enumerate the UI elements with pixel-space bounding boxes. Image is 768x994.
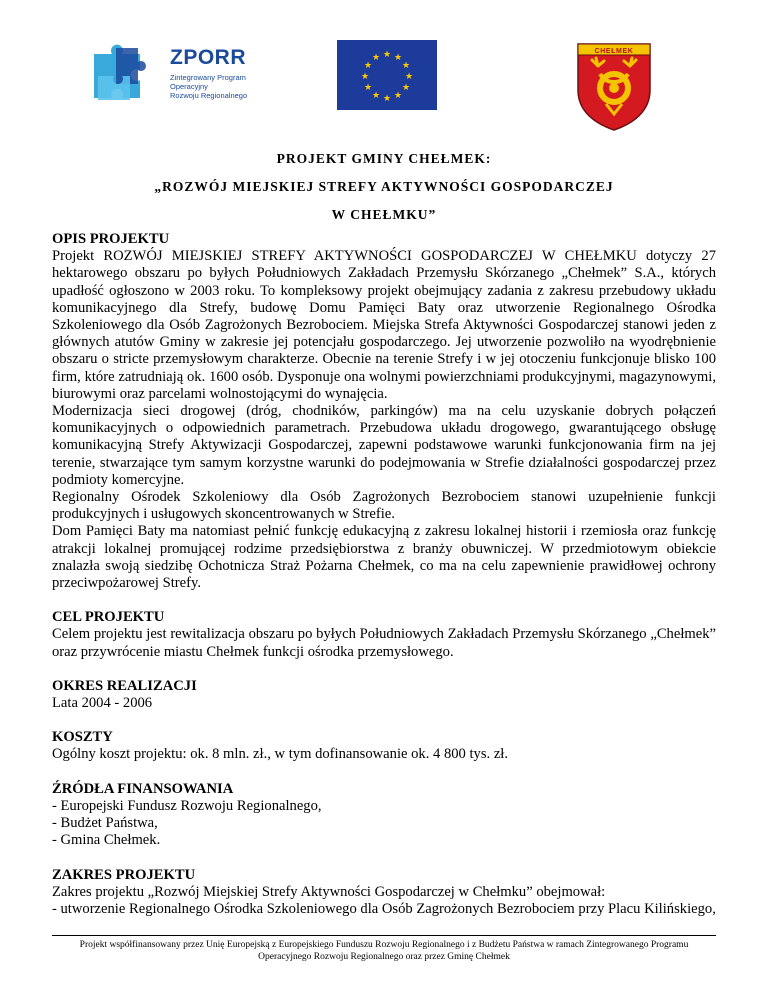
opis-paragraph-3: Regionalny Ośrodek Szkoleniowy dla Osób Zagrożonych Bezrobociem stanowi uzupełnienie funkcji produkcyjnych i usługowych skoncentrowanych w Strefie. — [52, 489, 716, 523]
page-footer — [52, 935, 716, 963]
document-body — [52, 231, 716, 935]
zporr-subtitle — [170, 73, 280, 100]
list-item: - utworzenie Regionalnego Ośrodka Szkoleniowego dla Osób Zagrożonych Bezrobociem przy Placu Kilińskiego, — [52, 900, 716, 917]
svg-text:★: ★ — [371, 91, 381, 101]
zporr-logo — [88, 44, 278, 108]
heading-koszty: KOSZTY — [52, 729, 113, 746]
zporr-title: ZPORR — [170, 46, 246, 69]
opis-paragraph-2: Modernizacja sieci drogowej (dróg, chodników, parkingów) ma na celu uzyskanie dobrych połączeń komunikacyjnych o odpowiednich parametrach. Przebudowa układu drogowego, gwarantującego obsługę komunikacyjną Strefy Aktywizacji Gospodarczej, zapewni podstawowe warunki funkcjonowania firm na jej terenie, stwarzające tym samym korzystne warunki do podejmowania w Strefie działalności gospodarczej przez podmioty komercyjne. — [52, 403, 716, 488]
crest-label: CHEŁMEK — [594, 48, 634, 55]
puzzle-icon — [88, 44, 166, 108]
list-item: - Budżet Państwa, — [52, 815, 158, 832]
list-item: - Gmina Chełmek. — [52, 832, 161, 849]
koszty-text: Ogólny koszt projektu: ok. 8 mln. zł., w tym dofinansowanie ok. 4 800 tys. zł. — [52, 746, 509, 763]
svg-text:★: ★ — [382, 94, 392, 104]
heading-cel: CEL PROJEKTU — [52, 609, 165, 626]
list-item: - Europejski Fundusz Rozwoju Regionalnego, — [52, 797, 322, 814]
svg-text:★: ★ — [401, 83, 411, 93]
svg-text:★: ★ — [404, 72, 414, 82]
footer-line-1: Projekt współfinansowany przez Unię Europejską z Europejskiego Funduszu Rozwoju Regionalnego i z Budżetu Państwa w ramach Zintegrowanego Programu — [79, 940, 689, 950]
svg-text:★: ★ — [363, 83, 373, 93]
svg-text:★: ★ — [363, 61, 373, 71]
svg-text:★: ★ — [382, 50, 392, 60]
svg-text:★: ★ — [401, 61, 411, 71]
zakres-text: Zakres projektu „Rozwój Miejskiej Strefy Aktywności Gospodarczej w Chełmku” obejmował: — [52, 883, 606, 900]
coat-of-arms-icon — [572, 40, 656, 132]
logo-bar — [0, 40, 768, 130]
svg-text:★: ★ — [393, 91, 403, 101]
section-zrodla — [52, 781, 716, 850]
title-line-2: „ROZWÓJ MIEJSKIEJ STREFY AKTYWNOŚCI GOSPODARCZEJ — [154, 179, 614, 194]
heading-okres: OKRES REALIZACJI — [52, 677, 197, 694]
section-cel — [52, 609, 716, 661]
section-okres — [52, 678, 716, 712]
okres-text: Lata 2004 - 2006 — [52, 695, 153, 712]
zporr-line-1: Zintegrowany Program — [170, 73, 246, 82]
heading-zrodla: ŹRÓDŁA FINANSOWANIA — [52, 780, 234, 797]
eu-flag-logo — [337, 40, 437, 110]
document-title — [0, 145, 768, 229]
opis-paragraph-4: Dom Pamięci Baty ma natomiast pełnić funkcję edukacyjną z zakresu lokalnej historii i rzemiosła oraz funkcję atrakcji lokalnej promującej rodzime przedsiębiorstwa z branży obuwniczej. W przedmiotowym obiekcie znalazła swoją siedzibę Ochotnicza Straż Pożarna Chełmek, co ma na celu zapewnienie prawidłowej ochrony przeciwpożarowej Strefy. — [52, 523, 716, 592]
section-opis — [52, 231, 716, 592]
footer-line-2: Operacyjnego Rozwoju Regionalnego oraz przez Gminę Chełmek — [258, 952, 510, 962]
cel-text: Celem projektu jest rewitalizacja obszaru po byłych Południowych Zakładach Przemysłu Skórzanego „Chełmek” oraz przywrócenie miastu Chełmek funkcji ośrodka przemysłowego. — [52, 626, 716, 660]
title-line-3: W CHEŁMKU” — [331, 207, 437, 222]
zporr-line-3: Rozwoju Regionalnego — [170, 91, 248, 100]
svg-text:★: ★ — [393, 53, 403, 63]
svg-text:★: ★ — [360, 72, 370, 82]
opis-paragraph-1: Projekt ROZWÓJ MIEJSKIEJ STREFY AKTYWNOŚCI GOSPODARCZEJ W CHEŁMKU dotyczy 27 hektarowego obszaru po byłych Południowych Zakładach Przemysłu Skórzanego „Chełmek” S.A., których upadłość ogłoszono w 2003 roku. To kompleksowy projekt obejmujący zadania z zakresu przebudowy układu komunikacyjnego dla Strefy, budowę Domu Pamięci Baty oraz utworzenie Regionalnego Ośrodka Szkoleniowego dla Osób Zagrożonych Bezrobociem. Miejska Strefa Aktywności Gospodarczej stanowi jeden z głównych atutów Gminy w zakresie jej potencjału gospodarczego. Jej utworzenie pozwoliło na wyodrębnienie obszaru o stricte przemysłowym charakterze. Obecnie na terenie Strefy i w jej otoczeniu funkcjonuje blisko 100 firm, które zatrudniają ok. 1600 osób. Dysponuje ona wolnymi powierzchniami produkcyjnymi, magazynowymi, biurowymi oraz parcelami wolnostojącymi do wynajęcia. — [52, 248, 716, 402]
zporr-line-2: Operacyjny — [170, 82, 208, 91]
svg-text:★: ★ — [371, 53, 381, 63]
section-koszty — [52, 729, 716, 763]
title-line-1: PROJEKT GMINY CHEŁMEK: — [276, 151, 492, 166]
heading-opis: OPIS PROJEKTU — [52, 231, 170, 247]
eu-flag-icon — [337, 40, 437, 110]
chelmek-crest-logo — [572, 40, 656, 132]
section-zakres — [52, 867, 716, 919]
heading-zakres: ZAKRES PROJEKTU — [52, 866, 196, 883]
